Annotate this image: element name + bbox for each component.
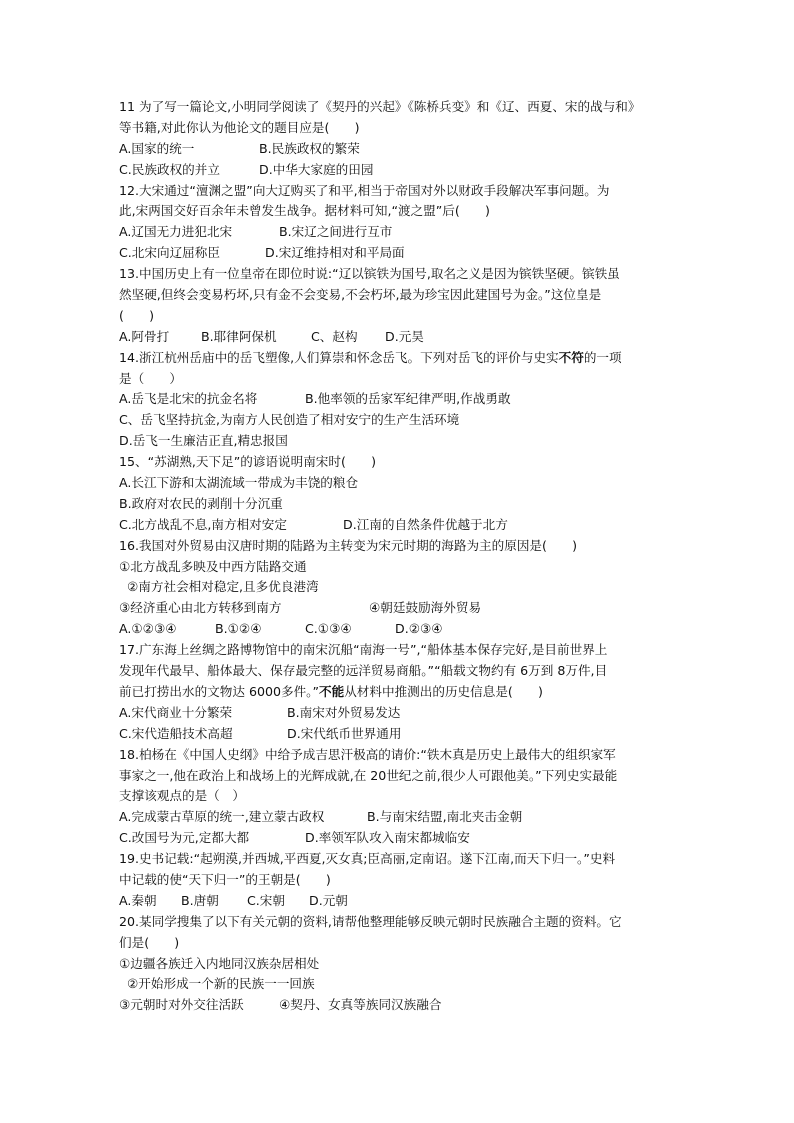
question-18 <box>119 745 679 849</box>
option-c: C.宋代造船技术高超 <box>119 725 233 741</box>
question-stem: 18.柏杨在《中国人史纲》中给予成吉思汗极高的请价:“铁木真是历史上最伟大的组织家军 <box>119 746 616 762</box>
statement-item: ①边疆各族迁入内地同汉族杂居相处 <box>119 955 320 971</box>
question-stem: 事家之一,他在政治上和战场上的光辉成就,在 20世纪之前,很少人可跟他美。”下列史实最能 <box>119 767 618 783</box>
question-12 <box>119 181 679 265</box>
option-b: B.他率领的岳家军纪律严明,作战勇敢 <box>305 391 511 407</box>
question-stem: 17.广东海上丝绸之路博物馆中的南宋沉船“南海一号”,“船体基本保存完好,是目前世界上 <box>119 642 608 658</box>
question-stem <box>119 348 679 369</box>
question-stem <box>119 682 679 703</box>
option-row <box>119 703 679 724</box>
option-b: B.民族政权的繁荣 <box>259 140 360 156</box>
option-c: C.北宋向辽屈称臣 <box>119 245 220 261</box>
question-16 <box>119 536 679 640</box>
option-row <box>119 619 679 640</box>
option-c: C、岳飞坚持抗金,为南方人民创造了相对安宁的生产生活环境 <box>119 412 460 428</box>
option-row <box>119 222 679 243</box>
option-d: D.②③④ <box>395 621 443 637</box>
question-stem: 12.大宋通过“澶渊之盟”向大辽购买了和平,相当于帝国对外以财政手段解决军事问题。为 <box>119 182 610 198</box>
option-d: D.率领军队攻入南宋都城临安 <box>305 830 470 846</box>
option-a: A.长江下游和太湖流域一带成为丰饶的粮仓 <box>119 475 359 491</box>
option-a: A.国家的统一 <box>119 140 195 156</box>
option-row <box>119 139 679 160</box>
option-c: C.宋朝 <box>247 892 285 908</box>
question-stem: 等书籍,对此你认为他论文的题目应是( ) <box>119 119 360 135</box>
option-row <box>119 327 679 348</box>
question-stem: 们是( ) <box>119 934 180 950</box>
option-b: B.唐朝 <box>181 892 219 908</box>
statement-item: ④契丹、女真等族同汉族融合 <box>279 997 442 1013</box>
option-row <box>119 724 679 745</box>
option-a: A.岳飞是北宋的抗金名将 <box>119 391 258 407</box>
option-row <box>119 243 679 264</box>
stem-text: 从材料中推测出的历史信息是( ) <box>344 683 543 699</box>
question-15 <box>119 452 679 536</box>
question-stem: 20.某同学搜集了以下有关元朝的资料,请帮他整理能够反映元朝时民族融合主题的资料。它 <box>119 913 622 929</box>
option-b: B.耶律阿保机 <box>201 328 277 344</box>
question-stem: 发现年代最早、船体最大、保存最完整的远洋贸易商船。”“船载文物约有 6万到 8万件,目 <box>119 663 608 679</box>
question-14 <box>119 348 679 452</box>
question-11 <box>119 97 679 181</box>
stem-text: 14.浙江杭州岳庙中的岳飞塑像,人们算崇和怀念岳飞。下列对岳飞的评价与史实 <box>119 349 559 365</box>
option-row <box>119 891 679 912</box>
question-17 <box>119 640 679 744</box>
option-d: D.江南的自然条件优越于北方 <box>343 516 508 532</box>
question-stem: 16.我国对外贸易由汉唐时期的陆路为主转变为宋元时期的海路为主的原因是( ) <box>119 537 578 553</box>
option-d: D.岳飞一生廉洁正直,精忠报国 <box>119 433 288 449</box>
question-stem: 此,宋两国交好百余年未曾发生战争。据材料可知,“渡之盟”后( ) <box>119 203 490 219</box>
question-20 <box>119 912 679 1016</box>
option-a: A.宋代商业十分繁荣 <box>119 704 233 720</box>
question-stem: 11 为了写一篇论文,小明同学阅读了《契丹的兴起》《陈桥兵变》和《辽、西夏、宋的战与和》 <box>119 99 641 114</box>
option-d: D.中华大家庭的田园 <box>259 161 374 177</box>
option-b: B.宋辽之间进行互市 <box>279 224 393 240</box>
option-row <box>119 160 679 181</box>
question-stem: 支撑该观点的是（ ） <box>119 788 245 804</box>
question-stem: 15、“苏湖熟,天下足”的谚语说明南宋时( ) <box>119 454 376 470</box>
question-list <box>119 97 679 1016</box>
option-a: A.完成蒙古草原的统一,建立蒙古政权 <box>119 809 325 825</box>
option-c: C.北方战乱不息,南方相对安定 <box>119 516 287 532</box>
stem-text: 的一项 <box>583 349 622 365</box>
option-d: D.元朝 <box>309 892 348 908</box>
option-c: C.改国号为元,定都大都 <box>119 830 250 846</box>
option-a: A.①②③④ <box>119 621 177 637</box>
statement-item: ④朝廷鼓励海外贸易 <box>369 600 482 616</box>
statement-item: ③元朝时对外交往活跃 <box>119 997 244 1013</box>
option-d: D.元昊 <box>385 328 424 344</box>
statement-item: ③经济重心由北方转移到南方 <box>119 600 282 616</box>
emphasis-text: 不符 <box>558 349 584 365</box>
stem-text: 前已打捞出水的文物达 6000多件。” <box>119 683 319 699</box>
option-row <box>119 389 679 410</box>
option-row <box>119 807 679 828</box>
option-a: A.辽国无力进犯北宋 <box>119 224 233 240</box>
option-b: B.南宋对外贸易发达 <box>287 704 401 720</box>
option-row <box>119 598 679 619</box>
question-stem: 19.史书记载:“起朔漠,并西城,平西夏,灭女真;臣高丽,定南诏。遂下江南,而天下归一。”史料 <box>119 851 616 867</box>
option-b: B.与南宋结盟,南北夹击金朝 <box>367 809 523 825</box>
option-a: A.阿骨打 <box>119 328 170 344</box>
option-c: C.民族政权的并立 <box>119 161 220 177</box>
question-stem: 然坚硬,但终会变易朽坏,只有金不会变易,不会朽坏,最为珍宝因此建国号为金。”这位皇是 <box>119 287 602 303</box>
option-row <box>119 828 679 849</box>
option-c: C、赵构 <box>311 328 358 344</box>
question-stem: 13.中国历史上有一位皇帝在即位时说:“辽以镔铁为国号,取名之义是因为镔铁坚硬。镔铁虽 <box>119 266 620 282</box>
question-stem: 是（ ） <box>119 370 182 386</box>
option-b: B.①②④ <box>215 621 262 637</box>
statement-item: ①北方战乱多映及中西方陆路交通 <box>119 558 307 574</box>
option-row <box>119 515 679 536</box>
option-d: D.宋辽维持相对和平局面 <box>265 245 405 261</box>
option-d: D.宋代纸币世界通用 <box>287 725 402 741</box>
emphasis-text: 不能 <box>319 683 345 699</box>
option-b: B.政府对农民的剥削十分沉重 <box>119 495 283 511</box>
question-19 <box>119 849 679 912</box>
statement-item: ②开始形成一个新的民族一一回族 <box>127 976 315 992</box>
option-row <box>119 995 679 1016</box>
question-stem: ( ) <box>119 307 155 323</box>
option-a: A.秦朝 <box>119 892 157 908</box>
question-stem: 中记载的使“天下归一”的王朝是( ) <box>119 871 331 887</box>
statement-item: ②南方社会相对稳定,且多优良港湾 <box>127 579 319 595</box>
question-13 <box>119 264 679 348</box>
option-c: C.①③④ <box>305 621 352 637</box>
